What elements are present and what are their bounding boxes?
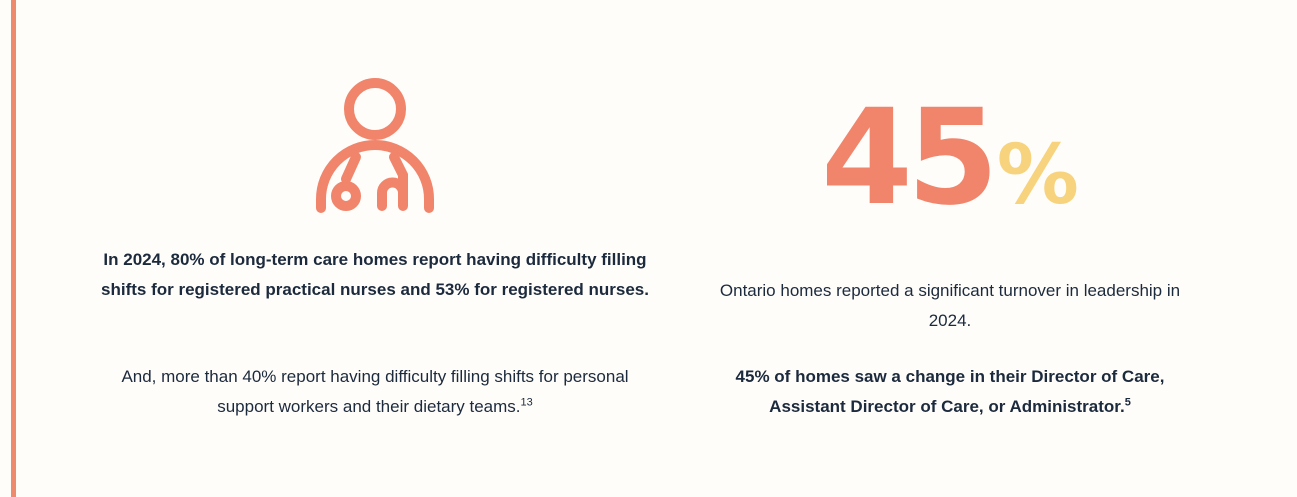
support-worker-difficulty-text (100, 362, 650, 422)
nurse-stethoscope-icon (310, 75, 440, 215)
stat-percent-sign: % (996, 128, 1079, 223)
turnover-stat (700, 81, 1200, 235)
accent-bar (11, 0, 16, 497)
stat-number: 45 (821, 81, 993, 235)
turnover-highlight-body: 45% of homes saw a change in their Director of Care, Assistant Director of Care, or Administrator. (735, 367, 1165, 416)
support-worker-difficulty-body: And, more than 40% report having difficulty filling shifts for personal support workers and their dietary teams. (121, 367, 629, 416)
footnote-ref: 5 (1124, 396, 1131, 409)
turnover-description: Ontario homes reported a significant turnover in leadership in 2024. (719, 281, 1181, 330)
footnote-ref: 13 (520, 396, 533, 409)
staffing-difficulty-highlight: In 2024, 80% of long-term care homes report having difficulty filling shifts for registered practical nurses and 53% for registered nurses. (101, 250, 649, 299)
turnover-highlight (700, 362, 1200, 422)
